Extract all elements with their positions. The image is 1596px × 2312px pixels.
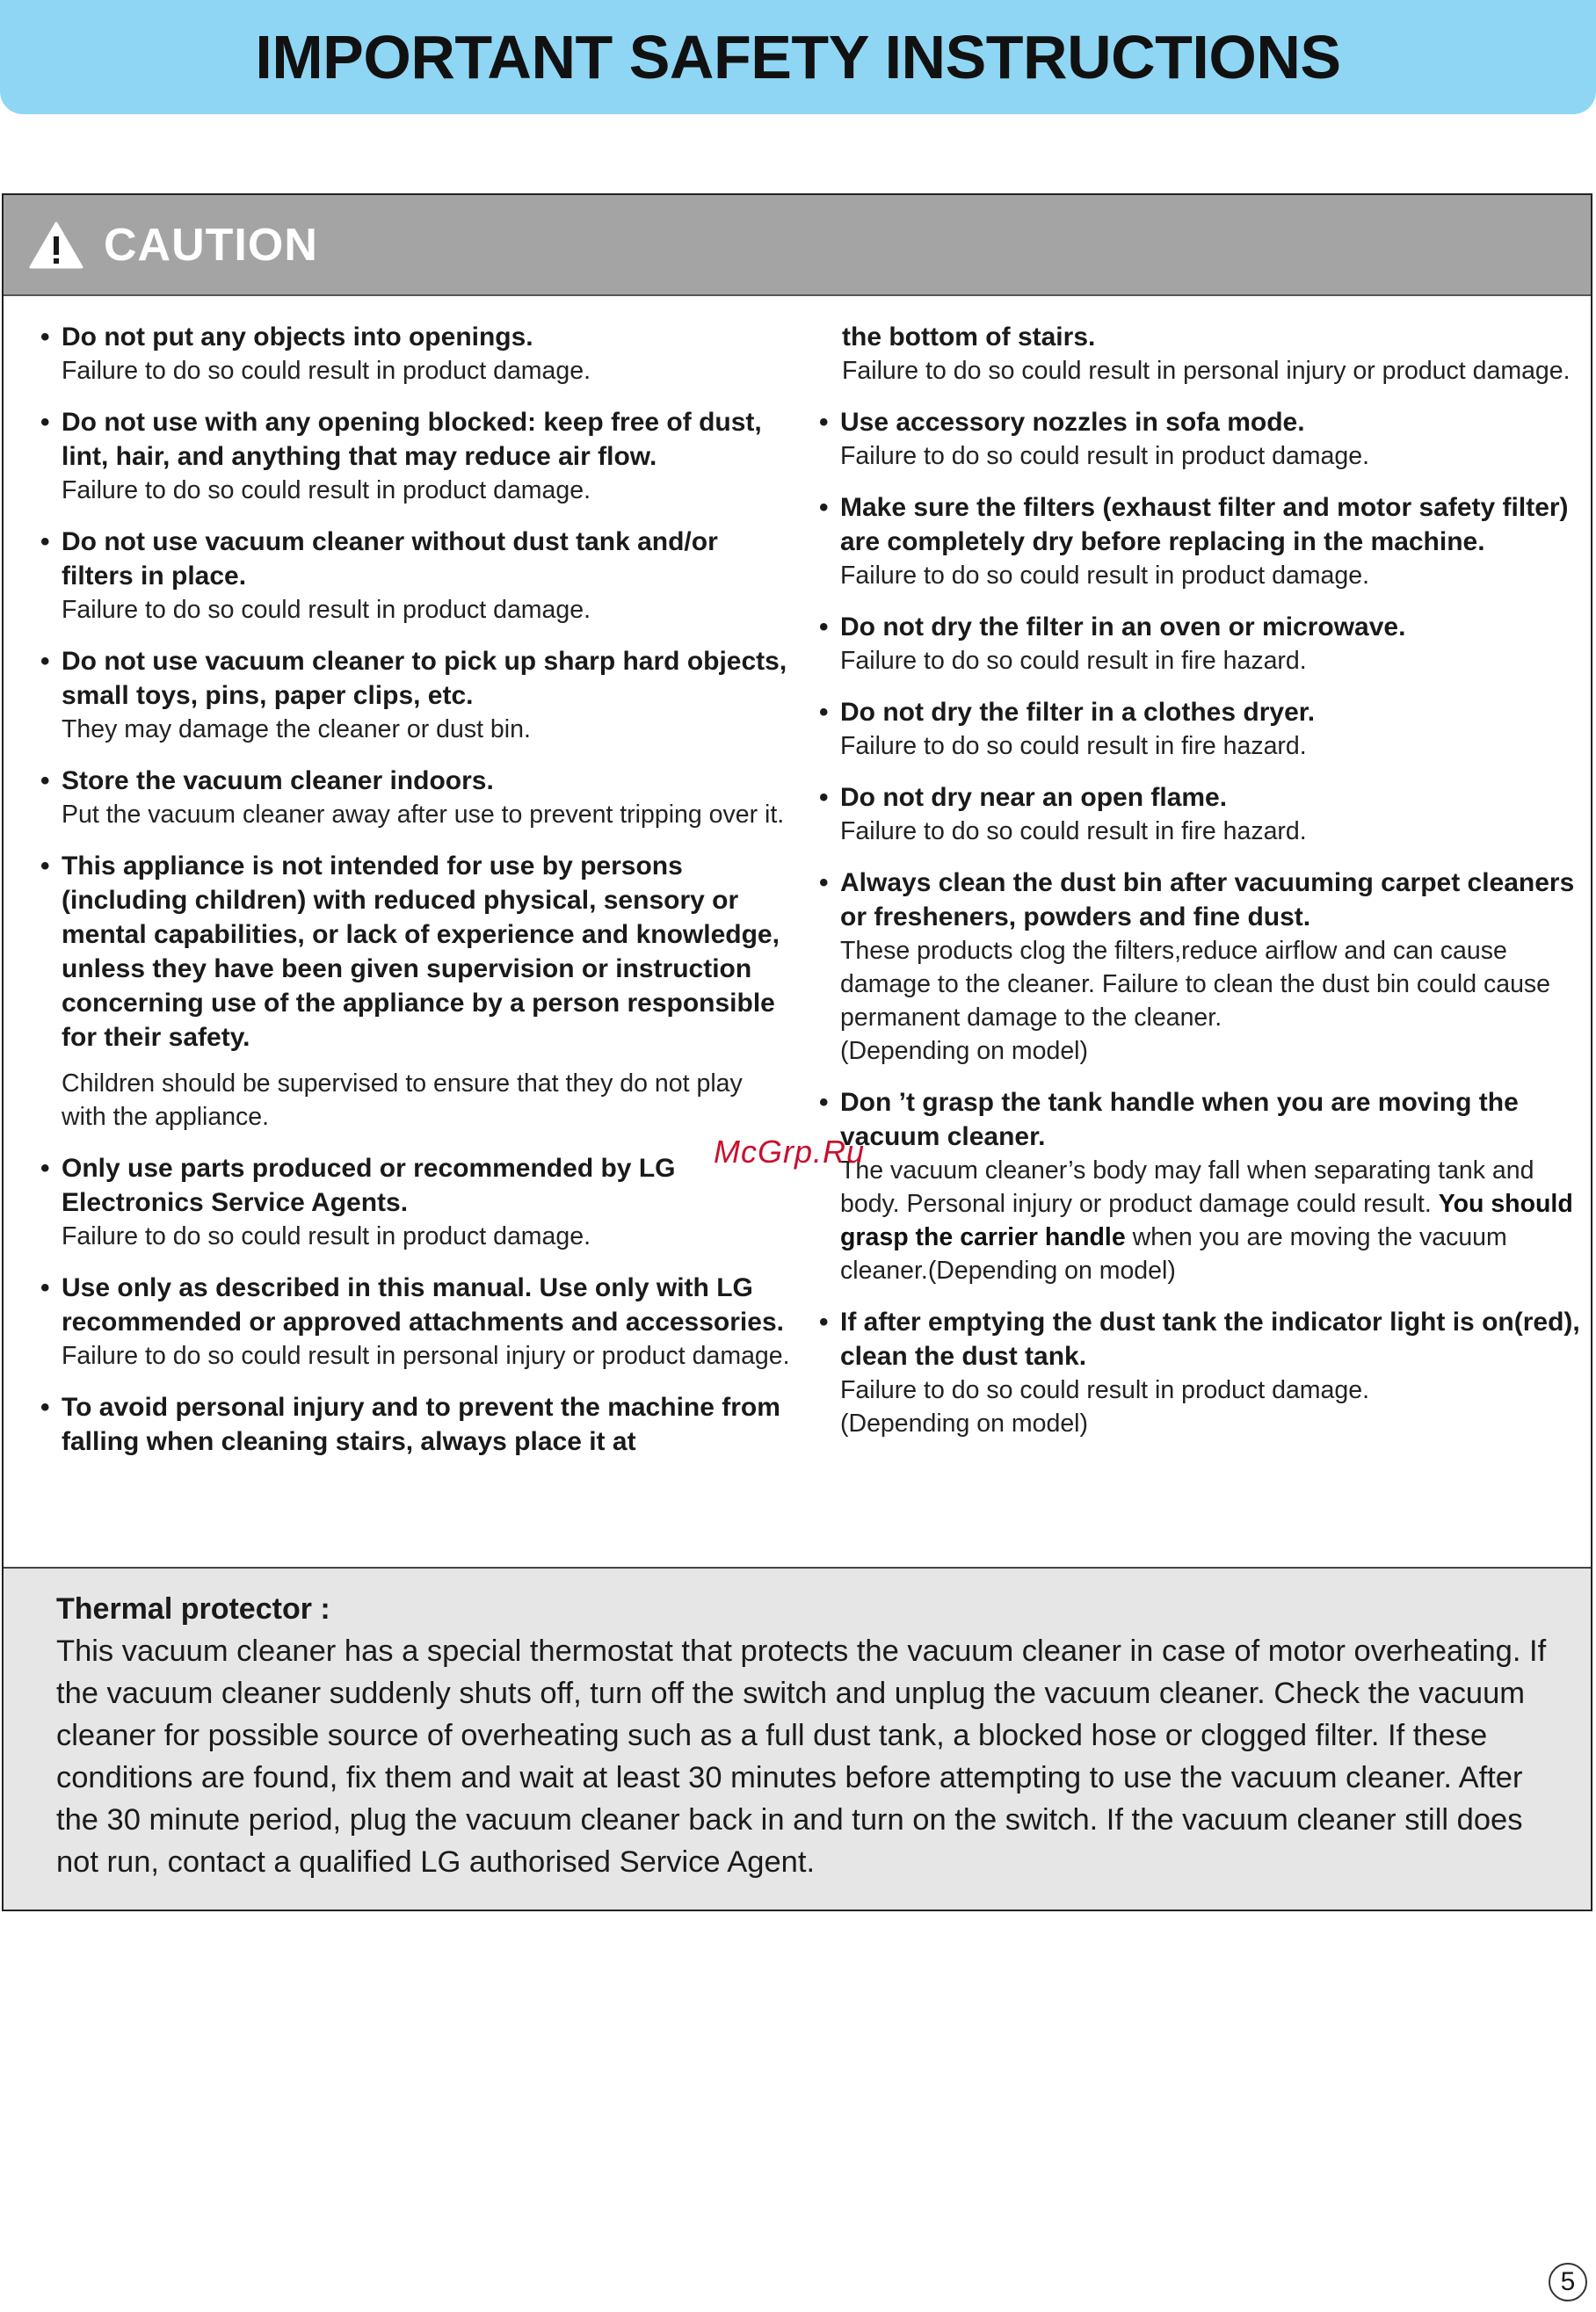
bullet: • <box>40 527 50 556</box>
item-note-model: (Depending on model) <box>840 1037 1089 1065</box>
bullet: • <box>40 323 50 352</box>
list-item <box>37 405 793 507</box>
item-heading: To avoid personal injury and to prevent the machine from falling when cleaning stairs, always place it at <box>62 1393 780 1456</box>
list-item <box>816 490 1580 592</box>
item-heading: This appliance is not intended for use by persons (including children) with reduced physical, sensory or mental capabilities, or lack of experience and knowledge, unless they have been given supervision or instruction concerning use of the appliance by a person responsible for their safety. <box>62 852 780 1052</box>
list-item <box>816 780 1580 848</box>
item-heading: Don ’t grasp the tank handle when you are moving the vacuum cleaner. <box>840 1088 1519 1151</box>
list-item <box>816 320 1580 388</box>
watermark: McGrp.Ru <box>714 1134 866 1170</box>
item-note: Children should be supervised to ensure that they do not play with the appliance. <box>62 1069 743 1131</box>
item-note: Failure to do so could result in product damage. <box>840 1376 1370 1404</box>
item-note: They may damage the cleaner or dust bin. <box>62 715 531 743</box>
list-item <box>37 644 793 746</box>
thermal-body: This vacuum cleaner has a special thermostat that protects the vacuum cleaner in case of motor overheating. If the vacuum cleaner suddenly shuts off, turn off the switch and unplug the vacuum cleaner. Check the vacuum cleaner for possible source of overheating such as a full dust tank, a blocked hose or clogged filter. If these conditions are found, fix them and wait at least 30 minutes before attempting to use the vacuum cleaner. After the 30 minute period, plug the vacuum cleaner back in and turn on the switch. If the vacuum cleaner still does not run, contact a qualified LG authorised Service Agent. <box>56 1634 1547 1879</box>
list-item <box>37 1390 793 1459</box>
list-item <box>816 695 1580 763</box>
list-item <box>816 405 1580 473</box>
item-heading: Do not put any objects into openings. <box>62 323 533 352</box>
list-item <box>37 764 793 831</box>
item-heading: the bottom of stairs. <box>842 323 1096 352</box>
item-note: These products clog the filters,reduce airflow and can cause damage to the cleaner. Failure to clean the dust bin could cause permanent damage to the cleaner. <box>840 937 1551 1032</box>
item-heading: If after emptying the dust tank the indicator light is on(red), clean the dust tank. <box>840 1308 1580 1371</box>
thermal-protector-box <box>4 1567 1591 1910</box>
list-item <box>37 849 793 1134</box>
item-note: Failure to do so could result in product damage. <box>840 442 1370 470</box>
left-column <box>37 320 793 1476</box>
bullet: • <box>819 1088 829 1117</box>
bullet: • <box>40 766 50 795</box>
caution-frame <box>2 193 1592 1911</box>
item-note-tail: when you are moving the vacuum cleaner.(Depending on model) <box>840 1223 1507 1285</box>
caution-title: CAUTION <box>104 219 318 271</box>
bullet: • <box>819 868 829 897</box>
list-item <box>816 1305 1580 1440</box>
title-banner <box>0 0 1596 114</box>
item-note: Failure to do so could result in product damage. <box>62 1222 591 1250</box>
item-heading: Do not dry the filter in a clothes dryer. <box>840 698 1316 727</box>
list-item <box>37 525 793 627</box>
warning-triangle-icon <box>28 221 84 270</box>
item-note: Failure to do so could result in personal injury or product damage. <box>62 1342 790 1370</box>
list-item <box>37 320 793 388</box>
item-heading: Do not dry near an open flame. <box>840 783 1228 812</box>
item-note: Failure to do so could result in product damage. <box>62 596 591 624</box>
item-heading: Always clean the dust bin after vacuuming carpet cleaners or fresheners, powders and fine dust. <box>840 868 1575 931</box>
item-heading: Use only as described in this manual. Use only with LG recommended or approved attachments and accessories. <box>62 1273 784 1337</box>
item-note-emphasis: You should grasp the carrier handle <box>840 1190 1573 1251</box>
bullet: • <box>819 783 829 812</box>
bullet: • <box>40 852 50 881</box>
item-heading: Do not use vacuum cleaner to pick up sharp hard objects, small toys, pins, paper clips, etc. <box>62 647 787 710</box>
item-note-model: (Depending on model) <box>840 1410 1089 1438</box>
bullet: • <box>819 612 829 641</box>
list-item <box>37 1151 793 1253</box>
item-note <box>840 1154 1580 1287</box>
bullet: • <box>819 1308 829 1337</box>
thermal-title: Thermal protector : <box>56 1592 330 1626</box>
caution-header <box>4 195 1591 296</box>
item-note: Failure to do so could result in fire hazard. <box>840 732 1307 760</box>
list-item <box>816 866 1580 1068</box>
bullet: • <box>819 493 829 522</box>
page-number: 5 <box>1549 2263 1587 2301</box>
item-note: Failure to do so could result in product damage. <box>840 562 1370 590</box>
list-item <box>816 1085 1580 1287</box>
bullet: • <box>40 1273 50 1302</box>
bullet: • <box>40 1154 50 1183</box>
bullet: • <box>40 408 50 437</box>
item-heading: Do not dry the filter in an oven or microwave. <box>840 612 1406 641</box>
item-note: Failure to do so could result in personal injury or product damage. <box>842 357 1571 385</box>
item-heading: Only use parts produced or recommended by LG Electronics Service Agents. <box>62 1154 676 1217</box>
list-item <box>816 610 1580 678</box>
bullet: • <box>40 647 50 676</box>
item-heading: Store the vacuum cleaner indoors. <box>62 766 494 795</box>
list-item <box>37 1271 793 1373</box>
item-note: Failure to do so could result in product damage. <box>62 476 591 504</box>
item-heading: Make sure the filters (exhaust filter and motor safety filter) are completely dry before replacing in the machine. <box>840 493 1569 556</box>
page-title: IMPORTANT SAFETY INSTRUCTIONS <box>255 23 1341 91</box>
bullet: • <box>819 698 829 727</box>
right-column <box>816 320 1580 1458</box>
item-note: Failure to do so could result in product damage. <box>62 357 591 385</box>
bullet: • <box>819 408 829 437</box>
item-note: Failure to do so could result in fire hazard. <box>840 817 1307 845</box>
item-heading: Do not use vacuum cleaner without dust tank and/or filters in place. <box>62 527 718 591</box>
item-heading: Do not use with any opening blocked: keep free of dust, lint, hair, and anything that may reduce air flow. <box>62 408 762 471</box>
bullet: • <box>40 1393 50 1422</box>
item-note: Put the vacuum cleaner away after use to prevent tripping over it. <box>62 801 785 829</box>
item-heading: Use accessory nozzles in sofa mode. <box>840 408 1305 437</box>
item-note: Failure to do so could result in fire hazard. <box>840 647 1307 675</box>
item-note-text: The vacuum cleaner’s body may fall when separating tank and body. Personal injury or product damage could result. <box>840 1156 1534 1218</box>
